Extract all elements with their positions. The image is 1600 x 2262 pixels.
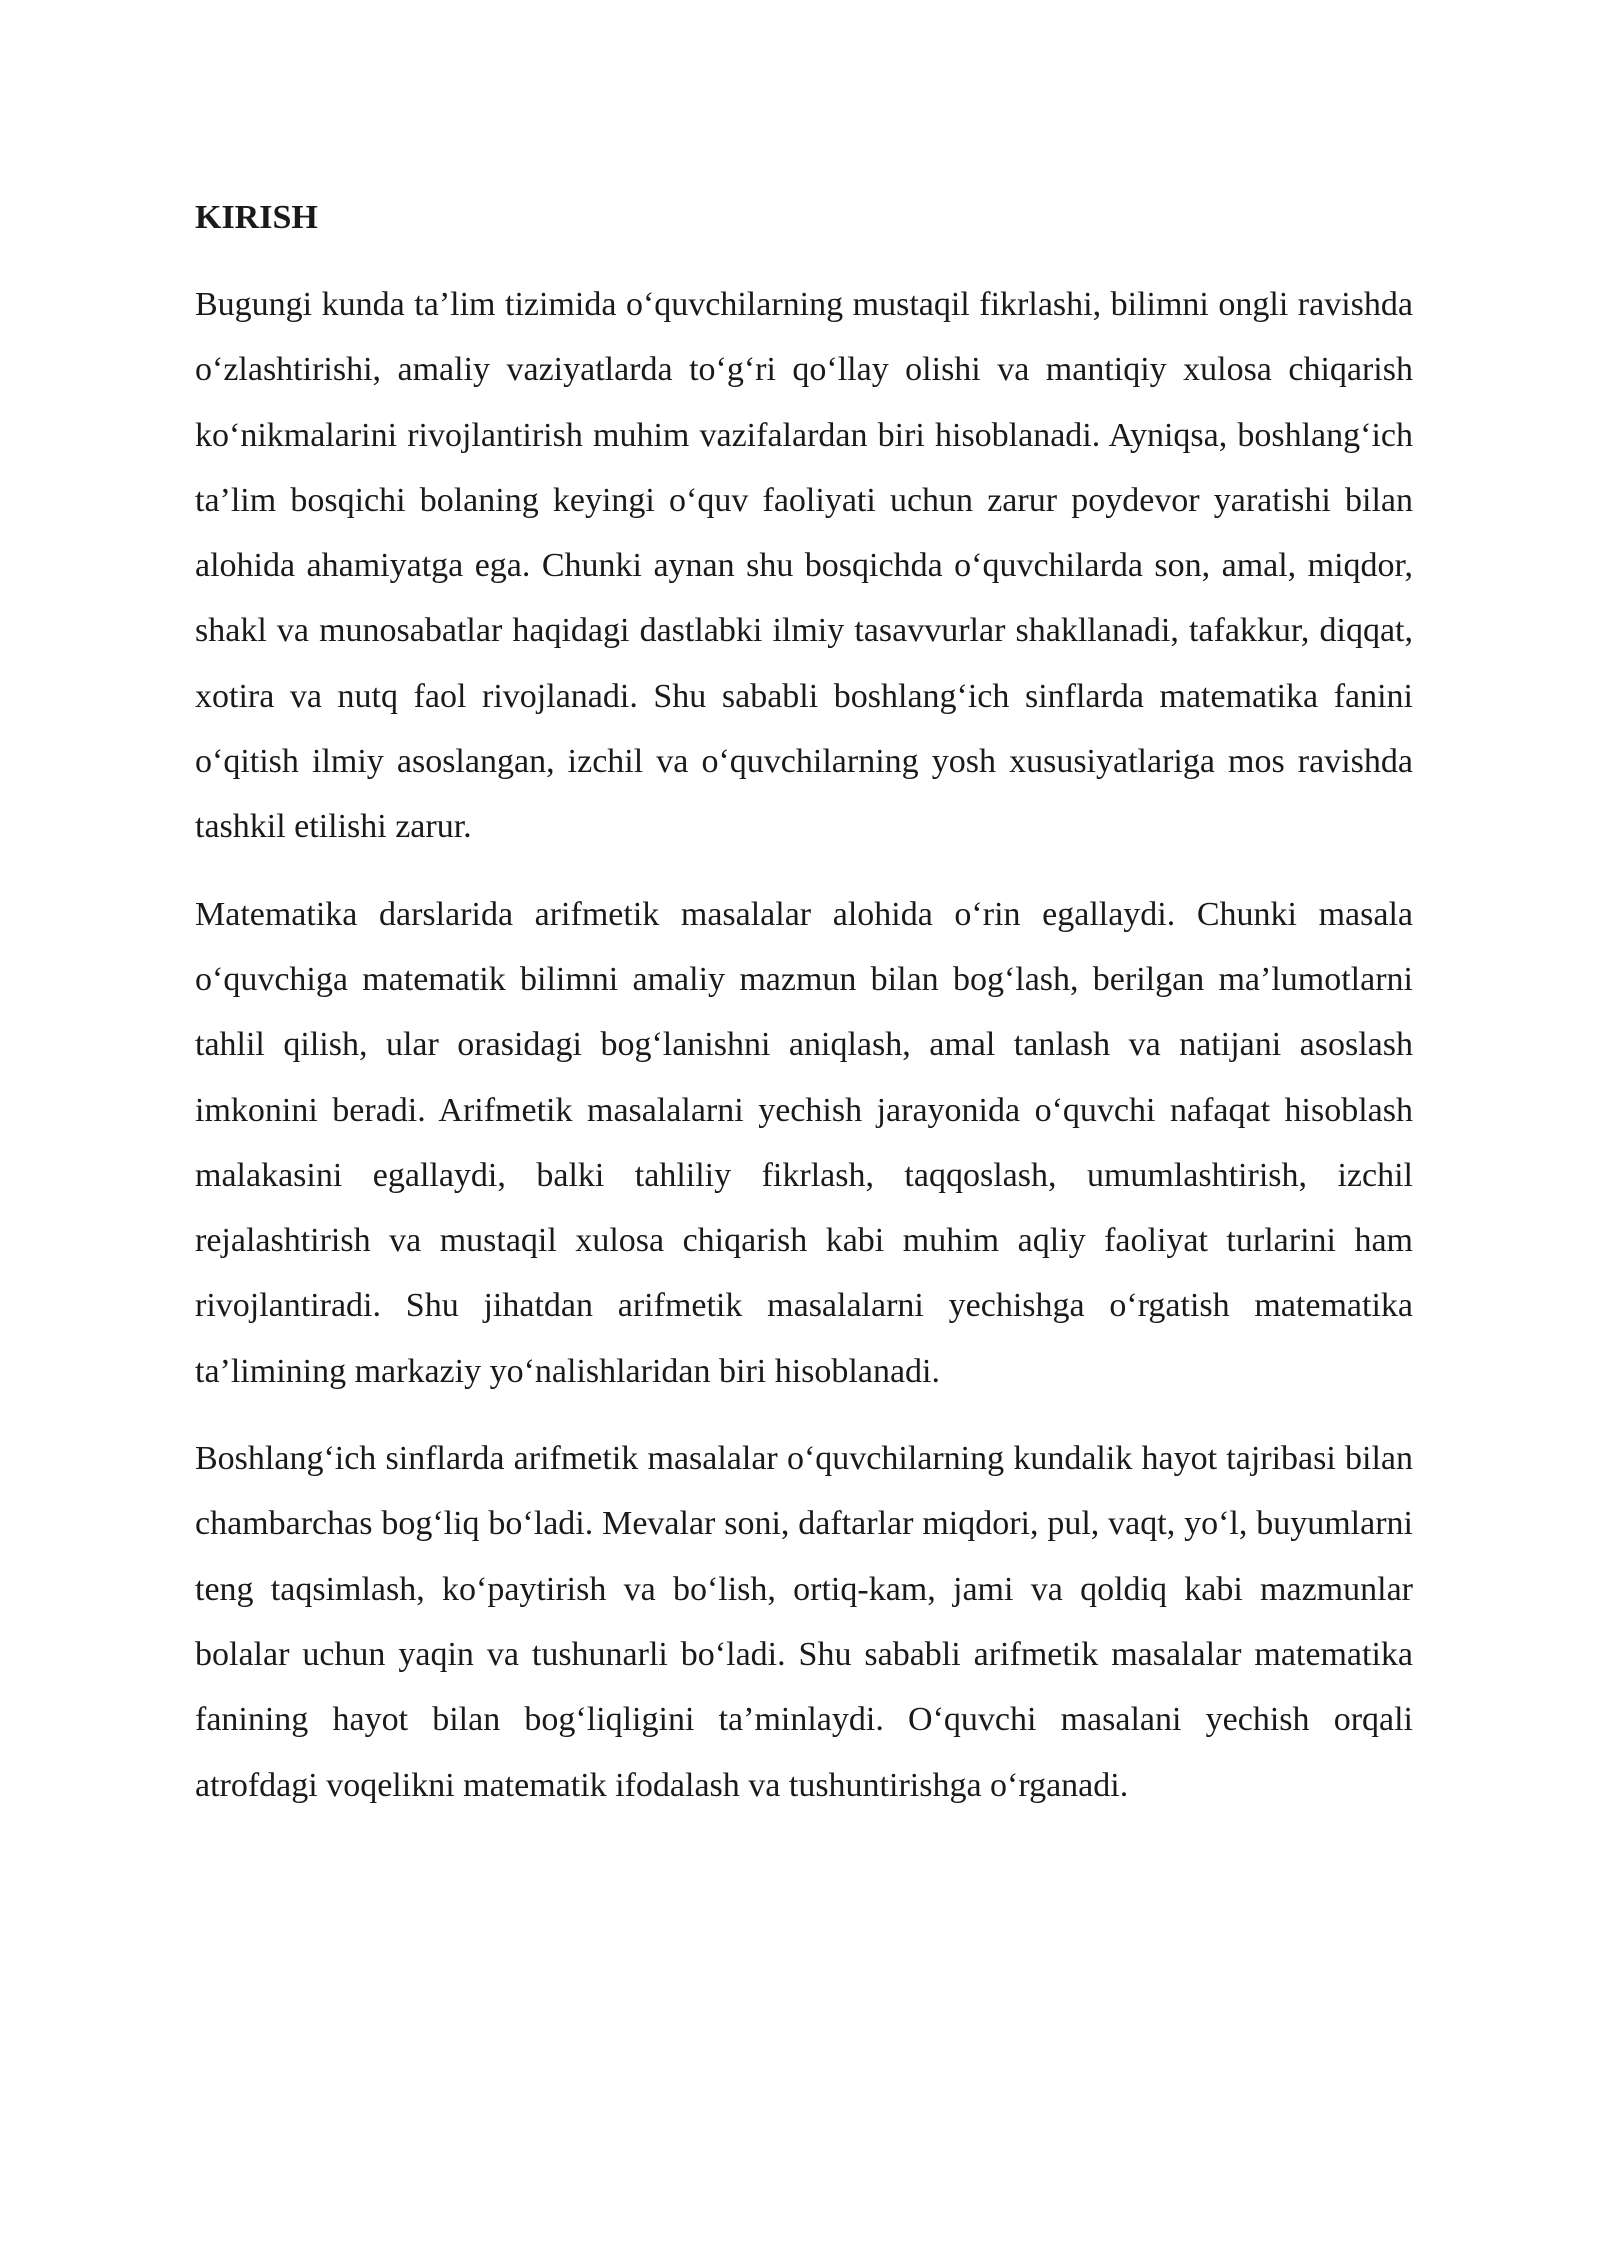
section-heading: KIRISH (195, 199, 318, 236)
paragraph-2: Matematika darslarida arifmetik masalalar alohida o‘rin egallaydi. Chunki masala o‘quvchiga matematik bilimni amaliy mazmun bilan bog‘lash, berilgan ma’lumotlarni tahlil qilish, ular orasidagi bog‘lanishni aniqlash, amal tanlash va natijani asoslash imkonini beradi. Arifmetik masalalarni yechish jarayonida o‘quvchi nafaqat hisoblash malakasini egallaydi, balki tahliliy fikrlash, taqqoslash, umumlashtirish, izchil rejalashtirish va mustaqil xulosa chiqarish kabi muhim aqliy faoliyat turlarini ham rivojlantiradi. Shu jihatdan arifmetik masalalarni yechishga o‘rgatish matematika ta’limining markaziy yo‘nalishlaridan biri hisoblanadi. (195, 895, 1413, 1390)
paragraph-3: Boshlang‘ich sinflarda arifmetik masalalar o‘quvchilarning kundalik hayot tajribasi bilan chambarchas bog‘liq bo‘ladi. Mevalar soni, daftarlar miqdori, pul, vaqt, yo‘l, buyumlarni teng taqsimlash, ko‘paytirish va bo‘lish, ortiq-kam, jami va qoldiq kabi mazmunlar bolalar uchun yaqin va tushunarli bo‘ladi. Shu sababli arifmetik masalalar matematika fanining hayot bilan bog‘liqligini ta’minlaydi. O‘quvchi masalani yechish orqali atrofdagi voqelikni matematik ifodalash va tushuntirishga o‘rganadi. (195, 1440, 1413, 1804)
paragraph-1: Bugungi kunda ta’lim tizimida o‘quvchilarning mustaqil fikrlashi, bilimni ongli ravishda o‘zlashtirishi, amaliy vaziyatlarda to‘g‘ri qo‘llay olishi va mantiqiy xulosa chiqarish ko‘nikmalarini rivojlantirish muhim vazifalardan biri hisoblanadi. Ayniqsa, boshlang‘ich ta’lim bosqichi bolaning keyingi o‘quv faoliyati uchun zarur poydevor yaratishi bilan alohida ahamiyatga ega. Chunki aynan shu bosqichda o‘quvchilarda son, amal, miqdor, shakl va munosabatlar haqidagi dastlabki ilmiy tasavvurlar shakllanadi, tafakkur, diqqat, xotira va nutq faol rivojlanadi. Shu sababli boshlang‘ich sinflarda matematika fanini o‘qitish ilmiy asoslangan, izchil va o‘quvchilarning yosh xususiyatlariga mos ravishda tashkil etilishi zarur. (195, 286, 1413, 846)
document-body (195, 188, 1413, 1840)
